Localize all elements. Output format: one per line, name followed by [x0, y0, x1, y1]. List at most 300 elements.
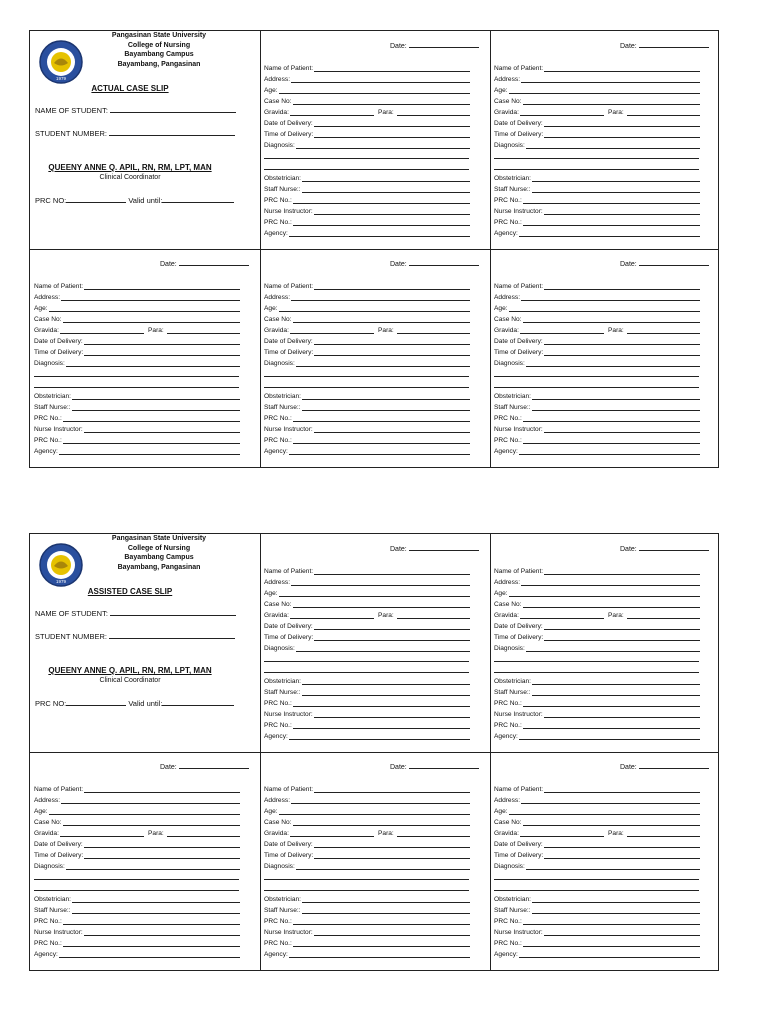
diagnosis-extra-line[interactable] [264, 879, 469, 880]
gravida-label: Gravida: [34, 327, 59, 334]
obstetrician-row [34, 392, 240, 401]
time-of-delivery-field[interactable] [314, 355, 470, 356]
name-of-patient-row [264, 282, 470, 291]
agency-field[interactable] [289, 739, 470, 740]
nurse-instructor-field[interactable] [544, 717, 700, 718]
para-field[interactable] [397, 333, 470, 334]
gravida-field[interactable] [520, 333, 604, 334]
date-field[interactable] [409, 543, 479, 551]
case-no-row [494, 600, 700, 609]
agency-field[interactable] [289, 454, 470, 455]
case-no-field[interactable] [523, 825, 700, 826]
case-no-field[interactable] [63, 825, 240, 826]
address-label: Address: [34, 294, 61, 301]
student-name-row [35, 608, 236, 618]
gravida-field[interactable] [520, 618, 604, 619]
age-field[interactable] [509, 93, 700, 94]
para-field[interactable] [167, 333, 240, 334]
age-field[interactable] [279, 596, 470, 597]
date-of-delivery-row [264, 119, 470, 128]
obstetrician-field[interactable] [532, 684, 700, 685]
diagnosis-field[interactable] [526, 869, 700, 870]
student-number-label: STUDENT NUMBER: [35, 632, 107, 641]
date-field[interactable] [409, 761, 479, 769]
prc-no-field[interactable] [63, 924, 240, 925]
case-no-row [34, 315, 240, 324]
time-of-delivery-label: Time of Delivery: [34, 852, 84, 859]
time-of-delivery-row [264, 851, 470, 860]
nurse-instructor-row [494, 928, 700, 937]
para-field[interactable] [627, 618, 700, 619]
campus-name: Bayambang Campus [124, 51, 194, 58]
student-number-field[interactable] [109, 128, 235, 136]
para-label: Para: [608, 109, 624, 116]
prc-no-label: PRC No.: [264, 722, 292, 729]
age-row [494, 304, 700, 313]
obstetrician-field[interactable] [72, 399, 240, 400]
gravida-field[interactable] [290, 115, 374, 116]
date-of-delivery-field[interactable] [84, 847, 240, 848]
valid-until-field[interactable] [162, 698, 234, 706]
slip-title: ACTUAL CASE SLIP [91, 84, 169, 93]
case-form-cell [490, 249, 720, 467]
date-label: Date: [620, 764, 637, 771]
prc-no-label: PRC No.: [264, 437, 292, 444]
prc-no-field[interactable] [523, 924, 700, 925]
diagnosis-field[interactable] [66, 869, 240, 870]
date-field[interactable] [409, 40, 479, 48]
address-row [494, 796, 700, 805]
gravida-field[interactable] [520, 836, 604, 837]
diagnosis-extra-line[interactable] [494, 890, 699, 891]
student-number-field[interactable] [109, 631, 235, 639]
prc-no-row [494, 917, 700, 926]
prc-no-field[interactable] [523, 225, 700, 226]
student-name-field[interactable] [110, 608, 236, 616]
time-of-delivery-label: Time of Delivery: [264, 852, 314, 859]
time-of-delivery-label: Time of Delivery: [34, 349, 84, 356]
para-field[interactable] [627, 333, 700, 334]
diagnosis-label: Diagnosis: [494, 142, 525, 149]
gravida-row [264, 326, 470, 335]
address-field[interactable] [61, 803, 240, 804]
nurse-instructor-field[interactable] [314, 214, 470, 215]
diagnosis-row [34, 862, 240, 871]
agency-field[interactable] [519, 236, 700, 237]
prc-no-field[interactable] [293, 924, 470, 925]
university-block [88, 31, 230, 69]
college-name: College of Nursing [127, 544, 191, 552]
name-of-patient-label: Name of Patient: [494, 283, 544, 290]
diagnosis-extra-line[interactable] [264, 169, 469, 170]
staff-nurse-row [34, 906, 240, 915]
address-field[interactable] [291, 82, 470, 83]
diagnosis-extra-line[interactable] [264, 387, 469, 388]
prc-no-field[interactable] [523, 203, 700, 204]
nurse-instructor-label: Nurse Instructor: [264, 426, 313, 433]
age-field[interactable] [49, 311, 240, 312]
diagnosis-extra-line[interactable] [494, 387, 699, 388]
diagnosis-extra-line[interactable] [264, 158, 469, 159]
date-field[interactable] [639, 40, 709, 48]
diagnosis-extra-line[interactable] [264, 672, 469, 673]
agency-field[interactable] [59, 957, 240, 958]
gravida-field[interactable] [60, 333, 144, 334]
nurse-instructor-field[interactable] [314, 432, 470, 433]
date-of-delivery-label: Date of Delivery: [494, 338, 543, 345]
time-of-delivery-row [494, 851, 700, 860]
student-name-field[interactable] [110, 105, 236, 113]
staff-nurse-field[interactable] [72, 913, 240, 914]
agency-row [264, 229, 470, 238]
obstetrician-field[interactable] [72, 902, 240, 903]
diagnosis-field[interactable] [296, 148, 470, 149]
gravida-row [34, 326, 240, 335]
gravida-row [264, 108, 470, 117]
para-field[interactable] [397, 115, 470, 116]
obstetrician-field[interactable] [302, 181, 470, 182]
date-of-delivery-field[interactable] [314, 629, 470, 630]
obstetrician-row [264, 895, 470, 904]
date-of-delivery-row [494, 119, 700, 128]
prc-no-field[interactable] [523, 443, 700, 444]
date-of-delivery-field[interactable] [314, 126, 470, 127]
date-label: Date: [390, 546, 407, 553]
diagnosis-extra-line[interactable] [494, 158, 699, 159]
address-label: Address: [494, 579, 521, 586]
prc-no-field[interactable] [293, 225, 470, 226]
prc-no-label: PRC No.: [264, 197, 292, 204]
address-label: Address: [264, 797, 291, 804]
case-no-field[interactable] [523, 322, 700, 323]
date-field[interactable] [409, 258, 479, 266]
age-label: Age: [264, 305, 278, 312]
case-no-field[interactable] [293, 104, 470, 105]
agency-field[interactable] [289, 957, 470, 958]
age-row [264, 86, 470, 95]
obstetrician-row [494, 677, 700, 686]
name-of-patient-field[interactable] [544, 289, 700, 290]
gravida-row [494, 326, 700, 335]
gravida-row [494, 108, 700, 117]
staff-nurse-row [494, 403, 700, 412]
date-of-delivery-field[interactable] [544, 344, 700, 345]
date-field[interactable] [179, 258, 249, 266]
case-form-cell [490, 31, 720, 249]
date-of-delivery-label: Date of Delivery: [34, 338, 83, 345]
address-field[interactable] [521, 803, 700, 804]
diagnosis-extra-line[interactable] [494, 661, 699, 662]
staff-nurse-field[interactable] [532, 192, 700, 193]
prc-no-field[interactable] [293, 706, 470, 707]
staff-nurse-field[interactable] [302, 410, 470, 411]
obstetrician-field[interactable] [302, 902, 470, 903]
prc-no-label: PRC No.: [264, 918, 292, 925]
name-of-patient-field[interactable] [314, 71, 470, 72]
diagnosis-field[interactable] [526, 148, 700, 149]
name-of-patient-field[interactable] [84, 792, 240, 793]
obstetrician-label: Obstetrician: [34, 393, 72, 400]
address-field[interactable] [521, 585, 700, 586]
date-of-delivery-field[interactable] [544, 847, 700, 848]
para-field[interactable] [167, 836, 240, 837]
address-row [264, 75, 470, 84]
case-form-cell [260, 31, 490, 249]
prc-no-label: PRC No.: [494, 415, 522, 422]
agency-field[interactable] [519, 957, 700, 958]
diagnosis-extra-line[interactable] [494, 376, 699, 377]
prc-no-field[interactable] [63, 421, 240, 422]
diagnosis-field[interactable] [526, 366, 700, 367]
svg-text:1979: 1979 [55, 579, 67, 584]
obstetrician-field[interactable] [302, 399, 470, 400]
obstetrician-field[interactable] [302, 684, 470, 685]
staff-nurse-field[interactable] [532, 410, 700, 411]
date-field[interactable] [179, 761, 249, 769]
case-no-row [494, 97, 700, 106]
nurse-instructor-field[interactable] [84, 432, 240, 433]
address-row [494, 75, 700, 84]
date-of-delivery-field[interactable] [84, 344, 240, 345]
diagnosis-extra-line[interactable] [264, 890, 469, 891]
name-of-patient-field[interactable] [544, 574, 700, 575]
age-row [264, 304, 470, 313]
staff-nurse-field[interactable] [302, 695, 470, 696]
staff-nurse-field[interactable] [532, 695, 700, 696]
prc-no-row [34, 414, 240, 423]
staff-nurse-label: Staff Nurse:: [494, 689, 531, 696]
diagnosis-extra-line[interactable] [34, 890, 239, 891]
prc-no-field[interactable] [293, 421, 470, 422]
staff-nurse-label: Staff Nurse:: [494, 186, 531, 193]
address-field[interactable] [291, 300, 470, 301]
obstetrician-label: Obstetrician: [264, 678, 302, 685]
case-no-field[interactable] [523, 607, 700, 608]
date-row [390, 543, 479, 553]
case-no-label: Case No: [34, 316, 62, 323]
time-of-delivery-field[interactable] [544, 355, 700, 356]
diagnosis-extra-line[interactable] [494, 672, 699, 673]
diagnosis-label: Diagnosis: [34, 863, 65, 870]
gravida-field[interactable] [520, 115, 604, 116]
name-of-patient-field[interactable] [544, 71, 700, 72]
gravida-field[interactable] [290, 333, 374, 334]
diagnosis-extra-line[interactable] [34, 376, 239, 377]
time-of-delivery-field[interactable] [544, 640, 700, 641]
date-of-delivery-row [34, 840, 240, 849]
agency-label: Agency: [34, 951, 58, 958]
obstetrician-row [494, 392, 700, 401]
diagnosis-extra-line[interactable] [34, 879, 239, 880]
diagnosis-field[interactable] [296, 869, 470, 870]
agency-field[interactable] [519, 739, 700, 740]
age-field[interactable] [279, 93, 470, 94]
nurse-instructor-label: Nurse Instructor: [34, 426, 83, 433]
diagnosis-extra-line[interactable] [264, 376, 469, 377]
agency-field[interactable] [289, 236, 470, 237]
diagnosis-field[interactable] [526, 651, 700, 652]
obstetrician-field[interactable] [532, 399, 700, 400]
prc-no-row [34, 436, 240, 445]
prc-no-row [264, 218, 470, 227]
para-label: Para: [608, 327, 624, 334]
prc-no-field[interactable] [293, 728, 470, 729]
age-label: Age: [264, 87, 278, 94]
time-of-delivery-field[interactable] [314, 640, 470, 641]
prc-no-field[interactable] [63, 946, 240, 947]
prc-no-row [494, 218, 700, 227]
name-of-patient-field[interactable] [314, 289, 470, 290]
obstetrician-field[interactable] [532, 902, 700, 903]
diagnosis-field[interactable] [296, 366, 470, 367]
staff-nurse-field[interactable] [532, 913, 700, 914]
name-of-patient-field[interactable] [314, 574, 470, 575]
date-of-delivery-field[interactable] [314, 847, 470, 848]
date-field[interactable] [639, 761, 709, 769]
obstetrician-row [264, 174, 470, 183]
para-label: Para: [378, 109, 394, 116]
prc-no-field[interactable] [523, 728, 700, 729]
prc-no-label: PRC No.: [264, 700, 292, 707]
para-label: Para: [608, 830, 624, 837]
case-no-field[interactable] [293, 607, 470, 608]
time-of-delivery-field[interactable] [544, 137, 700, 138]
time-of-delivery-label: Time of Delivery: [264, 634, 314, 641]
prc-field[interactable] [66, 195, 126, 203]
prc-no-row [264, 721, 470, 730]
age-field[interactable] [509, 311, 700, 312]
time-of-delivery-field[interactable] [544, 858, 700, 859]
time-of-delivery-field[interactable] [84, 858, 240, 859]
age-field[interactable] [509, 814, 700, 815]
obstetrician-field[interactable] [532, 181, 700, 182]
time-of-delivery-field[interactable] [84, 355, 240, 356]
para-field[interactable] [627, 115, 700, 116]
obstetrician-label: Obstetrician: [494, 896, 532, 903]
diagnosis-extra-line[interactable] [34, 387, 239, 388]
nurse-instructor-field[interactable] [84, 935, 240, 936]
prc-no-label: PRC No.: [264, 940, 292, 947]
case-no-field[interactable] [293, 825, 470, 826]
case-form-cell [30, 249, 260, 467]
date-label: Date: [390, 43, 407, 50]
gravida-field[interactable] [290, 618, 374, 619]
diagnosis-field[interactable] [296, 651, 470, 652]
name-of-patient-label: Name of Patient: [264, 65, 314, 72]
prc-no-field[interactable] [523, 421, 700, 422]
agency-field[interactable] [519, 454, 700, 455]
agency-label: Agency: [494, 951, 518, 958]
address-field[interactable] [521, 300, 700, 301]
para-field[interactable] [627, 836, 700, 837]
address-row [34, 293, 240, 302]
staff-nurse-label: Staff Nurse:: [34, 907, 71, 914]
diagnosis-extra-line[interactable] [494, 169, 699, 170]
name-of-patient-field[interactable] [314, 792, 470, 793]
case-no-field[interactable] [63, 322, 240, 323]
para-label: Para: [148, 830, 164, 837]
time-of-delivery-field[interactable] [314, 858, 470, 859]
case-form-cell [260, 752, 490, 970]
diagnosis-extra-line[interactable] [264, 661, 469, 662]
gravida-field[interactable] [290, 836, 374, 837]
address-label: Address: [494, 76, 521, 83]
prc-no-field[interactable] [293, 203, 470, 204]
address-field[interactable] [291, 803, 470, 804]
staff-nurse-label: Staff Nurse:: [264, 907, 301, 914]
prc-no-label: PRC No.: [494, 219, 522, 226]
prc-field[interactable] [66, 698, 126, 706]
case-no-label: Case No: [264, 819, 292, 826]
prc-no-field[interactable] [523, 706, 700, 707]
prc-no-field[interactable] [523, 946, 700, 947]
gravida-label: Gravida: [34, 830, 59, 837]
para-field[interactable] [397, 618, 470, 619]
valid-until-label: Valid until: [128, 196, 163, 205]
case-form-cell [260, 534, 490, 752]
prc-no-field[interactable] [63, 443, 240, 444]
name-of-patient-row [264, 567, 470, 576]
address-field[interactable] [521, 82, 700, 83]
nurse-instructor-row [264, 207, 470, 216]
date-field[interactable] [639, 543, 709, 551]
age-field[interactable] [49, 814, 240, 815]
date-row [390, 761, 479, 771]
nurse-instructor-field[interactable] [314, 717, 470, 718]
address-field[interactable] [291, 585, 470, 586]
address-field[interactable] [61, 300, 240, 301]
age-field[interactable] [279, 814, 470, 815]
gravida-field[interactable] [60, 836, 144, 837]
nurse-instructor-field[interactable] [314, 935, 470, 936]
staff-nurse-field[interactable] [302, 192, 470, 193]
date-field[interactable] [639, 258, 709, 266]
para-field[interactable] [397, 836, 470, 837]
time-of-delivery-label: Time of Delivery: [494, 349, 544, 356]
date-of-delivery-field[interactable] [544, 126, 700, 127]
name-of-patient-field[interactable] [544, 792, 700, 793]
name-of-patient-label: Name of Patient: [494, 786, 544, 793]
nurse-instructor-field[interactable] [544, 935, 700, 936]
diagnosis-row [264, 359, 470, 368]
prc-no-label: PRC No.: [34, 437, 62, 444]
nurse-instructor-field[interactable] [544, 214, 700, 215]
date-of-delivery-field[interactable] [314, 344, 470, 345]
name-of-patient-field[interactable] [84, 289, 240, 290]
staff-nurse-field[interactable] [302, 913, 470, 914]
prc-no-field[interactable] [293, 443, 470, 444]
staff-nurse-field[interactable] [72, 410, 240, 411]
agency-field[interactable] [59, 454, 240, 455]
time-of-delivery-label: Time of Delivery: [264, 349, 314, 356]
age-field[interactable] [279, 311, 470, 312]
agency-label: Agency: [494, 448, 518, 455]
date-label: Date: [620, 261, 637, 268]
nurse-instructor-row [494, 710, 700, 719]
date-of-delivery-field[interactable] [544, 629, 700, 630]
valid-until-field[interactable] [162, 195, 234, 203]
time-of-delivery-field[interactable] [314, 137, 470, 138]
prc-no-row [264, 699, 470, 708]
case-no-field[interactable] [293, 322, 470, 323]
diagnosis-extra-line[interactable] [494, 879, 699, 880]
diagnosis-field[interactable] [66, 366, 240, 367]
prc-no-field[interactable] [293, 946, 470, 947]
case-no-field[interactable] [523, 104, 700, 105]
age-field[interactable] [509, 596, 700, 597]
diagnosis-label: Diagnosis: [264, 142, 295, 149]
nurse-instructor-field[interactable] [544, 432, 700, 433]
